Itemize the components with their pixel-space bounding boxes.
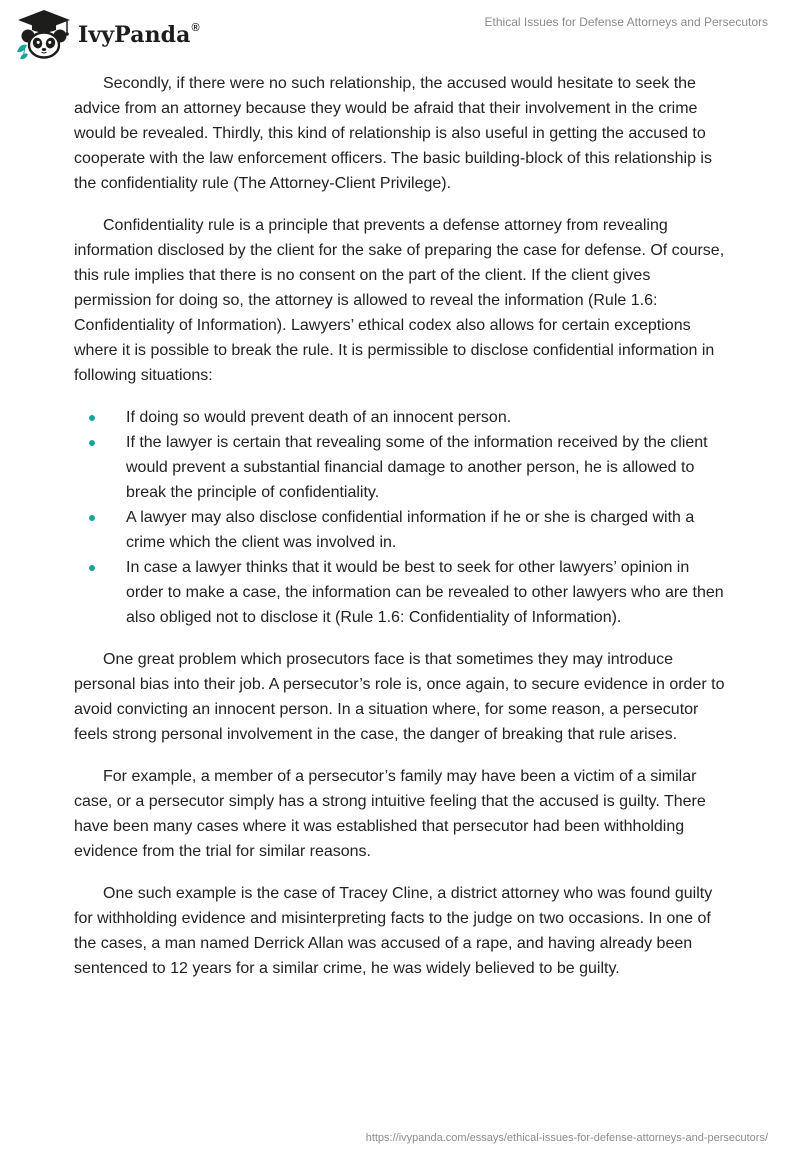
list-item [74,555,730,630]
bullet-dot [89,415,95,421]
bullet-dot [89,565,95,571]
exceptions-list [74,405,730,630]
list-item [74,430,730,505]
list-item-text: If doing so would prevent death of an innocent person. [126,409,512,426]
brand-name [78,22,200,48]
paragraph: One great problem which prosecutors face is that sometimes they may introduce personal bias into their job. A persecutor’s role is, once again, to secure evidence in order to avoid convicting an innocent person. In a situation where, for some reason, a persecutor feels strong personal involvement in the case, the danger of breaking that rule arises. [74,651,725,743]
bullet-dot [89,440,95,446]
paragraph: One such example is the case of Tracey Cline, a district attorney who was found guilty for withholding evidence and misinterpreting facts to the judge on two occasions. In one of the cases, a man named Derrick Allan was accused of a rape, and having already been sentenced to 12 years for a similar crime, he was widely believed to be guilty. [74,885,713,977]
list-item-text: A lawyer may also disclose confidential information if he or she is charged with a crime which the client was involved in. [126,509,695,551]
paragraph: For example, a member of a persecutor’s family may have been a victim of a similar case, or a persecutor simply has a strong intuitive feeling that the accused is guilty. There have been many cases where it was established that persecutor had been withholding evidence from the trial for similar reasons. [74,768,706,860]
essay-body [74,71,730,998]
essay-title: Ethical Issues for Defense Attorneys and Persecutors [484,15,768,29]
bullet-dot [89,515,95,521]
list-item [74,505,730,555]
list-item-text: If the lawyer is certain that revealing some of the information received by the client would prevent a substantial financial damage to another person, he is allowed to break the principle of confidentiality. [126,434,708,501]
source-url[interactable]: https://ivypanda.com/essays/ethical-issues-for-defense-attorneys-and-persecutors/ [365,1132,768,1144]
list-item-text: In case a lawyer thinks that it would be best to seek for other lawyers’ opinion in order to make a case, the information can be revealed to other lawyers who are then also obliged not to disclose it (Rule 1.6: Confidentiality of Information). [126,559,724,626]
panda-graduate-icon [14,9,74,59]
ivypanda-logo[interactable] [14,9,200,59]
paragraph: Confidentiality rule is a principle that prevents a defense attorney from revealing information disclosed by the client for the sake of preparing the case for defense. Of course, this rule implies that there is no consent on the part of the client. If the client gives permission for doing so, the attorney is allowed to reveal the information (Rule 1.6: Confidentiality of Information). Lawyers’ ethical codex also allows for certain exceptions where it is possible to break the rule. It is permissible to disclose confidential information in following situations: [74,217,725,384]
brand-name-text: IvyPanda [78,22,191,48]
registered-mark: ® [191,22,200,34]
page-header [0,0,800,64]
paragraph: Secondly, if there were no such relationship, the accused would hesitate to seek the advice from an attorney because they would be afraid that their involvement in the crime would be revealed. Thirdly, this kind of relationship is also useful in getting the accused to cooperate with the law enforcement officers. The basic building-block of this relationship is the confidentiality rule (The Attorney-Client Privilege). [74,75,712,192]
list-item [74,405,730,430]
